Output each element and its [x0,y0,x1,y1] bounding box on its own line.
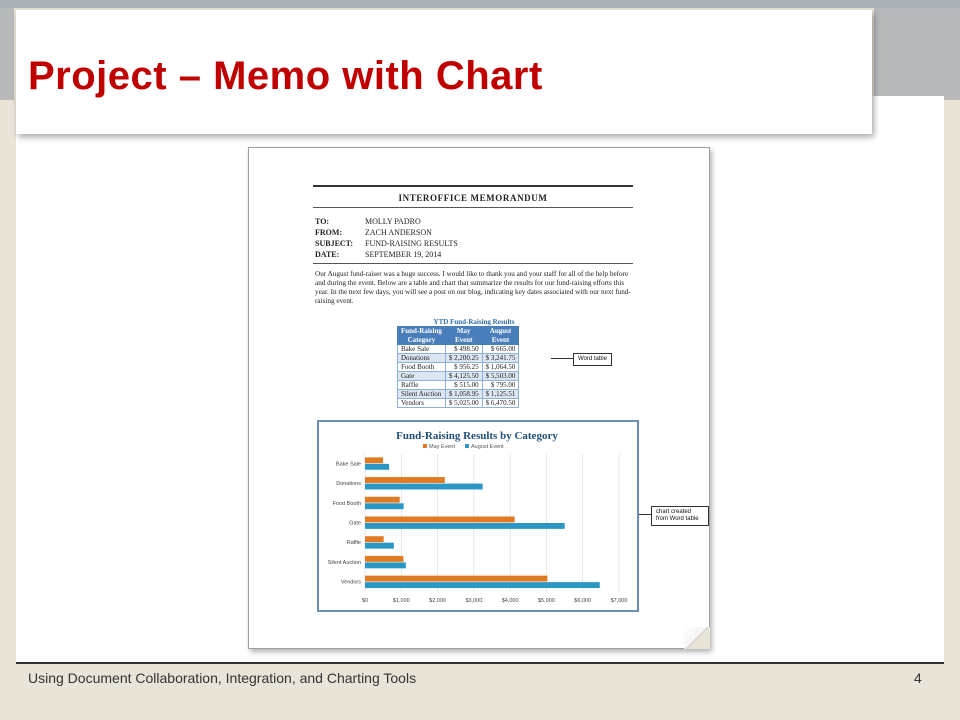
top-accent-right [874,8,960,100]
table-row [398,345,519,354]
table-row [398,363,519,372]
table-caption: YTD Fund-Raising Results [433,318,515,326]
table-cell: Silent Auction [398,390,446,399]
table-cell: $ 1,125.51 [482,390,519,399]
table-cell: Raffle [398,381,446,390]
legend-swatch [423,444,427,448]
page-curl [684,627,710,649]
table-header: May [445,327,482,336]
table-header-row [398,336,519,345]
bar [365,484,483,490]
table-cell: $ 2,200.25 [445,354,482,363]
table-cell: $ 3,241.75 [482,354,519,363]
table-cell: Vendors [398,399,446,408]
field-value: ZACH ANDERSON [365,228,432,237]
memo-heading: INTEROFFICE MEMORANDUM [398,193,548,203]
table-header: Fund-Raising [398,327,446,336]
bar-chart [319,422,637,610]
table-row [398,390,519,399]
memo-rule [313,263,633,264]
x-tick-label: $5,000 [538,598,555,604]
table-cell: $ 665.00 [482,345,519,354]
chart-callout: chart created from Word table [651,506,709,526]
bar [365,543,394,549]
field-key: FROM: [315,228,343,237]
bar [365,582,600,588]
x-tick-label: $0 [361,598,369,604]
category-label: Raffle [346,540,361,547]
table-cell: $ 6,470.50 [482,399,519,408]
category-label: Silent Auction [327,559,361,566]
table-cell: $ 1,064.50 [482,363,519,372]
x-tick-label: $3,000 [465,598,483,604]
table-header-row [398,327,519,336]
bar [365,556,403,562]
table-cell: $ 5,025.00 [445,399,482,408]
table-header: August [482,327,519,336]
title-box [16,10,872,134]
legend-label: August Event [471,444,504,450]
table-cell: Donations [398,354,446,363]
table-cell: $ 498.50 [445,345,482,354]
table-cell: $ 5,503.00 [482,372,519,381]
x-tick-label: $4,000 [501,598,519,604]
table-row [398,399,519,408]
category-label: Gate [349,520,361,527]
bar [365,497,400,503]
x-tick-label: $1,000 [392,598,410,604]
slide-title: Project – Memo with Chart [28,54,543,98]
legend-label: May Event [429,444,455,450]
category-label: Bake Sale [335,461,361,468]
bar [365,517,515,523]
page-number: 4 [914,670,922,686]
bar [365,562,406,568]
table-cell: $ 795.00 [482,381,519,390]
bar [365,464,389,470]
table-row [398,381,519,390]
top-bar [0,0,960,8]
table-header: Event [445,336,482,345]
bar [365,576,547,582]
bar [365,536,384,542]
field-value: SEPTEMBER 19, 2014 [365,250,442,259]
bar [365,523,565,529]
memo-body: Our August fund-raiser was a huge success. I would like to thank you and your staff for all of the help before and during the event. Below are a table and chart that summarize the results for our fund-raising efforts this year. In the next few days, you will see a post on our blog, indicating key dates associated with our next fund-raising event. [315,270,631,305]
chart-frame [317,420,639,612]
x-tick-label: $2,000 [429,598,446,604]
field-key: TO: [315,217,330,226]
table-cell: Bake Sale [398,345,446,354]
bar [365,503,404,509]
table-cell: $ 956.25 [445,363,482,372]
category-label: Vendors [340,579,361,586]
category-label: Food Booth [332,500,361,507]
field-value: MOLLY PADRO [365,217,421,226]
legend-swatch [465,444,469,448]
field-value: FUND-RAISING RESULTS [365,239,458,248]
memo-rule [313,207,633,208]
table-row [398,354,519,363]
table-cell: Food Booth [398,363,446,372]
table-row [398,372,519,381]
bar [365,457,383,463]
x-tick-label: $6,000 [574,598,592,604]
table-cell: $ 4,125.50 [445,372,482,381]
footer-text: Using Document Collaboration, Integration, and Charting Tools [28,670,417,686]
chart-title: Fund-Raising Results by Category [396,430,558,442]
table-header: Category [398,336,446,345]
table-cell: Gate [398,372,446,381]
field-key: DATE: [315,250,340,259]
field-key: SUBJECT: [315,239,354,248]
chart-callout-line [637,514,651,515]
table-callout-line [551,358,573,359]
top-accent-left [0,8,14,100]
table-callout: Word table [573,353,612,366]
table-cell: $ 1,058.95 [445,390,482,399]
table-cell: $ 515.00 [445,381,482,390]
category-label: Donations [336,481,361,488]
bar [365,477,445,483]
table-header: Event [482,336,519,345]
memo-rule [313,185,633,187]
word-table [397,326,519,408]
footer-rule [16,662,944,664]
x-tick-label: $7,000 [610,598,628,604]
